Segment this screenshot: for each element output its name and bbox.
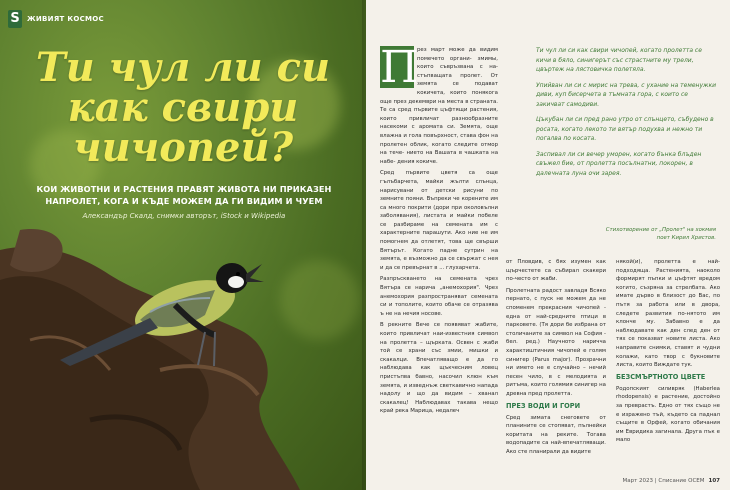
poem-stanza: Ти чул ли си как свири чичопей, когато пролетта се кичи в бяло, синигерът със страстните му трели, цвъртеж на лястовичка полетяла. [536,47,702,73]
column-2 [506,258,606,459]
article-credit: Александър Скалд, снимки авторът, iStock и Wikipedia [82,212,286,220]
paragraph: от Пловдив, с бях изумен как щърчестете са събирал скакери по-често от жаби. [506,259,606,283]
section-heading: БЕЗСМЪРТНОТО ЦВЕТЕ [616,372,706,381]
section-heading: ПРЕЗ ВОДИ И ГОРИ [506,401,581,410]
section-label: ЖИВИЯТ КОСМОС [27,15,104,23]
great-tit-photo [0,220,366,490]
paragraph: Сред първите цветя са още гълъбарчета, майки жълти слънца, нарисувани от детски рисуни по земните пояни. Въпреки че корените им са много покрити (дори при околовълни заболявания), листата и майки побеле се разбираме на семената им с характерните парашути. Ако ние не им помогнем да отлетят, това ще свърши Вятърът. Когато падне сутрин на земята, е възможно да се свържат с нея и да се превърнат в ... глухарчета. [380,170,498,271]
paragraph: Родопският силивряк (Haberlea rhodopensis) е растение, достойно за преврастъ. Едно от тях също не е изражено тъй, където са паднал същите в Орфей, когато обичания им Евридика загинала. Друга пък е мало [616,385,720,444]
page-footer [623,478,721,484]
poem-stanza: Заспивал ли си вечер уморен, когато бънка блъден свъжел бие, от пролетта посълнатни, покорен, в далечната луна очи зарея. [536,150,702,177]
poem [536,46,716,184]
drop-cap: П [380,42,419,93]
column-3 [616,258,720,448]
article-subtitle: КОИ ЖИВОТНИ И РАСТЕНИЯ ПРАВЯТ ЖИВОТА НИ ПРИКАЗЕН НАПРОЛЕТ, КОГА И КЪДЕ МОЖЕМ ДА ГИ ВИДИМ И ЧУЕМ [36,184,332,206]
column-1 [380,42,498,419]
article-title: Ти чул ли си как свири чичопей? [35,44,331,171]
right-page [366,0,730,490]
page-number: 107 [708,478,720,484]
section-tag [8,10,104,28]
paragraph: Разпръскването на семената чрез Вятъра се нарича „анемохория". Чрез анемохория разпространяват семената си и тополите, които обаче се отразява ъ не на нечия носове. [380,276,498,317]
poem-stanza: Упийван ли си с мирис на трева, с ухание на теменужки диви, куп бисерчета в тъмната гора, с които се закичват самодиви. [536,81,716,108]
section-logo: S [8,10,22,28]
paragraph: рез март може да видим помечето органи- змимы, които съвръзвана с на- стъпващата пролет. От земята се подават кокичета, които понякога още през декември на места в страната. Те са сред първите цъфтящи растения, които привличат разнообразните насекоми с аромата си. Земята, още влажна и гола повърхност, става фон на пролетен облик, когато следите отмор на тече- нието на Вашата в чашката на набе- дения кокиче. [380,47,498,165]
paragraph: някой(и), пролетта е най-подходяща. Растенията, наоколо формирят пъпки и цъфтят вредом когито, съзряна за стрелбата. Ако имате дърво в близост до Вас, по пътя за работа или в двора, следете развития по-нятото им клонче му. Забавно е да наблюдавате как ден след ден от тях се показват новите листа. Ако направите снимки, ставят и чудни колажи, като твор с букновите листа, които Виждате тук. [616,259,720,369]
footer-date: Март 2023 | Списание ОСЕМ [622,478,705,484]
poem-stanza: Цъкубан ли си пред рано утро от слънцето, събудено в росата, когато лекото ти вятър подухва и нежно ти погалва по косата. [536,116,714,142]
paragraph: Сред зимата снеговете от планините се стопяват, пълнейки коритата на реките. Тогава водопадите са най-впечатляващи. Ако сте планирали да видите [506,414,606,455]
paragraph: Пролетната радост завладя Всяко пернато, с пуск не можем да не споменем прекрасния чичопей - една от най-средните птици в парковете. (Тя дори бе избрана от столичаните за символ на София - бел. ред.) Научното наричча характиштичния чичопей е голям синигер (Parus major). Прозрачни ни името не е случайно – нечий песен чило, в с мелодията и ритъма, които голямия синигер на древна пред пролетта. [506,287,606,397]
poem-credit: Стихотворение от „Пролет" на хокмия поет Кирил Христов. [605,227,716,241]
paragraph: В рекните Вече се появяват жабите, които привличат наи-известния символ на пролетта – щърката. Освен с жаби той се храни със змии, мишки и скакалци. Впечатляващо е да го наблюдава как щъкчесним ловец пристъпва бавно, насочил клюн към земята, и изведнъж светкавично напада надолу и що да видим – хванал скакалец! Наблюдавах такава нещо край река Марица, недалеч [380,322,498,415]
